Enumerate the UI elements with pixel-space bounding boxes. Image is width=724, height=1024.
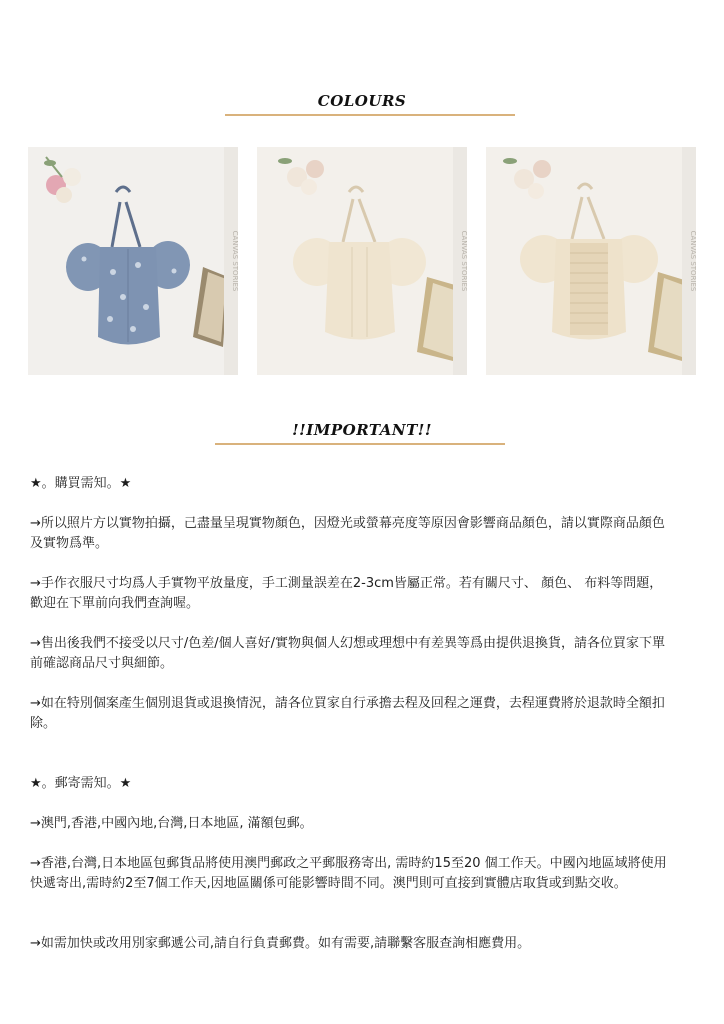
purchase-note: →如在特別個案產生個別退貨或退換情況，請各位買家自行承擔去程及回程之運費，去程運費將於退款時全額扣除。 [30,696,665,731]
photo-cream-embroidered-blouse [257,147,467,375]
shipping-note: →香港,台灣,日本地區包郵貨品將使用澳門郵政之平郵服務寄出, 需時約15至20 個工作天。中國內地區域將使用快遞寄出,需時約2至7個工作天,因地區關係可能影響時間不同。澳門則可直接到實體店取貨或到點交收。 [30,856,667,891]
important-heading: !!IMPORTANT!! [292,421,432,439]
colours-divider [225,114,515,116]
photo-blue-floral-blouse [28,147,238,375]
shipping-note: →如需加快或改用別家郵遞公司,請自行負責郵費。如有需要,請聯繫客服查詢相應費用。 [30,936,531,951]
purchase-notes [30,474,670,494]
purchase-heading: ★。購買需知。★ [30,476,132,491]
shipping-notes [30,774,670,794]
colours-heading: COLOURS [317,92,407,110]
svg-text:CANVAS STORIES: CANVAS STORIES [689,230,697,292]
photo-cream-smocked-blouse [486,147,696,375]
purchase-note: →售出後我們不接受以尺寸/色差/個人喜好/實物與個人幻想或理想中有差異等爲由提供退換貨，請各位買家下單前確認商品尺寸與細節。 [30,636,666,671]
svg-text:CANVAS STORIES: CANVAS STORIES [231,230,239,292]
important-divider [215,443,505,445]
purchase-note: →所以照片方以實物拍攝，己盡量呈現實物顏色，因燈光或螢幕亮度等原因會影響商品顏色，請以實際商品顏色及實物爲準。 [30,516,665,551]
purchase-note: →手作衣服尺寸均爲人手實物平放量度，手工測量誤差在2-3cm皆屬正常。若有關尺寸、 顏色、 布料等問題，歡迎在下單前向我們查詢喔。 [30,576,663,611]
svg-text:CANVAS STORIES: CANVAS STORIES [460,230,468,292]
shipping-note: →澳門,香港,中國內地,台灣,日本地區, 滿額包郵。 [30,816,313,831]
shipping-heading: ★。郵寄需知。★ [30,776,132,791]
